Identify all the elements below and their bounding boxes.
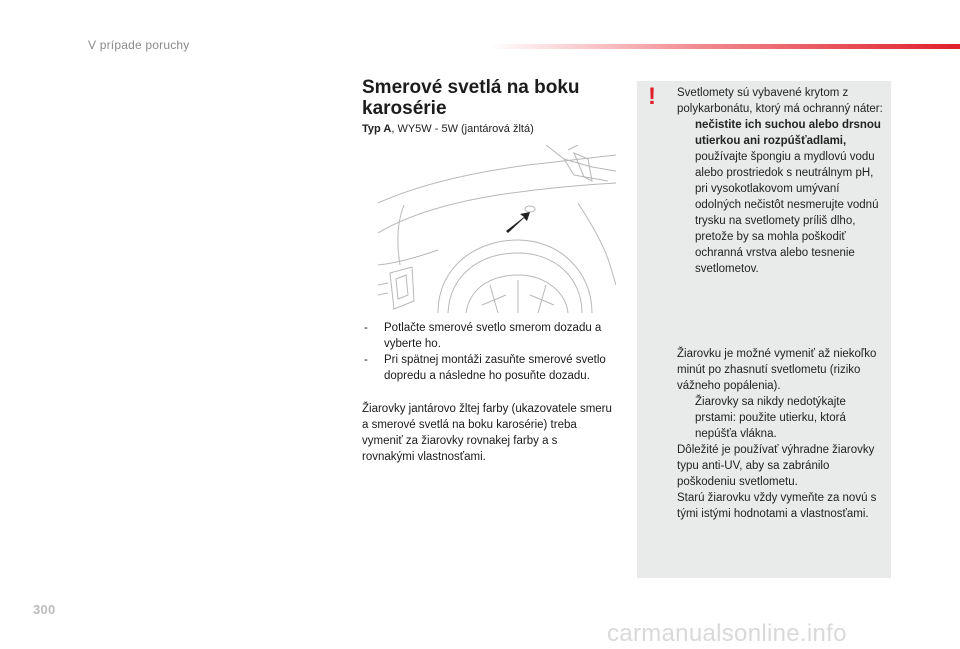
- arrow-icon: [506, 212, 530, 233]
- header-title: V prípade poruchy: [88, 38, 190, 52]
- steps-list: [362, 320, 624, 384]
- watermark: carmanualsonline.info: [607, 620, 847, 647]
- left-note: Žiarovky jantárovo žltej farby (ukazovatele smeru a smerové svetlá na boku karosérie) treba vymeniť za žiarovky rovnakej farby a s rovnakými vlastnosťami.: [362, 403, 612, 463]
- warning-text: [677, 85, 887, 277]
- info-intro: Žiarovku je možné vymeniť až niekoľko minút po zhasnutí svetlometu (riziko vážneho popálenia).: [677, 348, 877, 392]
- warning-bullet: nečistite ich suchou alebo drsnou utierkou ani rozpúšťadlami,: [695, 119, 881, 147]
- step-item: - Potlačte smerové svetlo smerom dozadu a vyberte ho.: [364, 322, 602, 350]
- info-line: Dôležité je používať výhradne žiarovky typu anti-UV, aby sa zabránilo poškodeniu svetlometu.: [677, 444, 875, 488]
- warning-bullet: používajte špongiu a mydlovú vodu alebo prostriedok s neutrálnym pH,: [695, 151, 875, 179]
- type-label: Typ A: [362, 123, 392, 135]
- car-side-drawing: [378, 145, 616, 313]
- warning-bullet: pri vysokotlakovom umývaní odolných nečistôt nesmerujte vodnú trysku na svetlomety príliš dlho, pretože by sa mohla poškodiť ochranná vrstva alebo tesnenie svetlometov.: [695, 183, 879, 275]
- info-text: [677, 346, 887, 522]
- header-accent-bar: [490, 44, 960, 49]
- warning-exclamation-icon: !: [648, 83, 656, 110]
- info-bullet: Žiarovky sa nikdy nedotýkajte prstami: použite utierku, ktorá nepúšťa vlákna.: [695, 396, 846, 440]
- side-repeater-illustration: [378, 145, 616, 313]
- page-number: 300: [33, 602, 56, 617]
- bulb-spec: [362, 123, 534, 135]
- bulb-spec-text: , WY5W - 5W (jantárová žltá): [391, 123, 534, 135]
- info-line: Starú žiarovku vždy vymeňte za novú s tými istými hodnotami a vlastnosťami.: [677, 492, 877, 520]
- step-item: - Pri spätnej montáži zasuňte smerové svetlo dopredu a následne ho posuňte dozadu.: [364, 354, 606, 382]
- section-heading: Smerové svetlá na boku karosérie: [362, 77, 580, 119]
- warning-intro: Svetlomety sú vybavené krytom z polykarbonátu, ktorý má ochranný náter:: [677, 87, 883, 115]
